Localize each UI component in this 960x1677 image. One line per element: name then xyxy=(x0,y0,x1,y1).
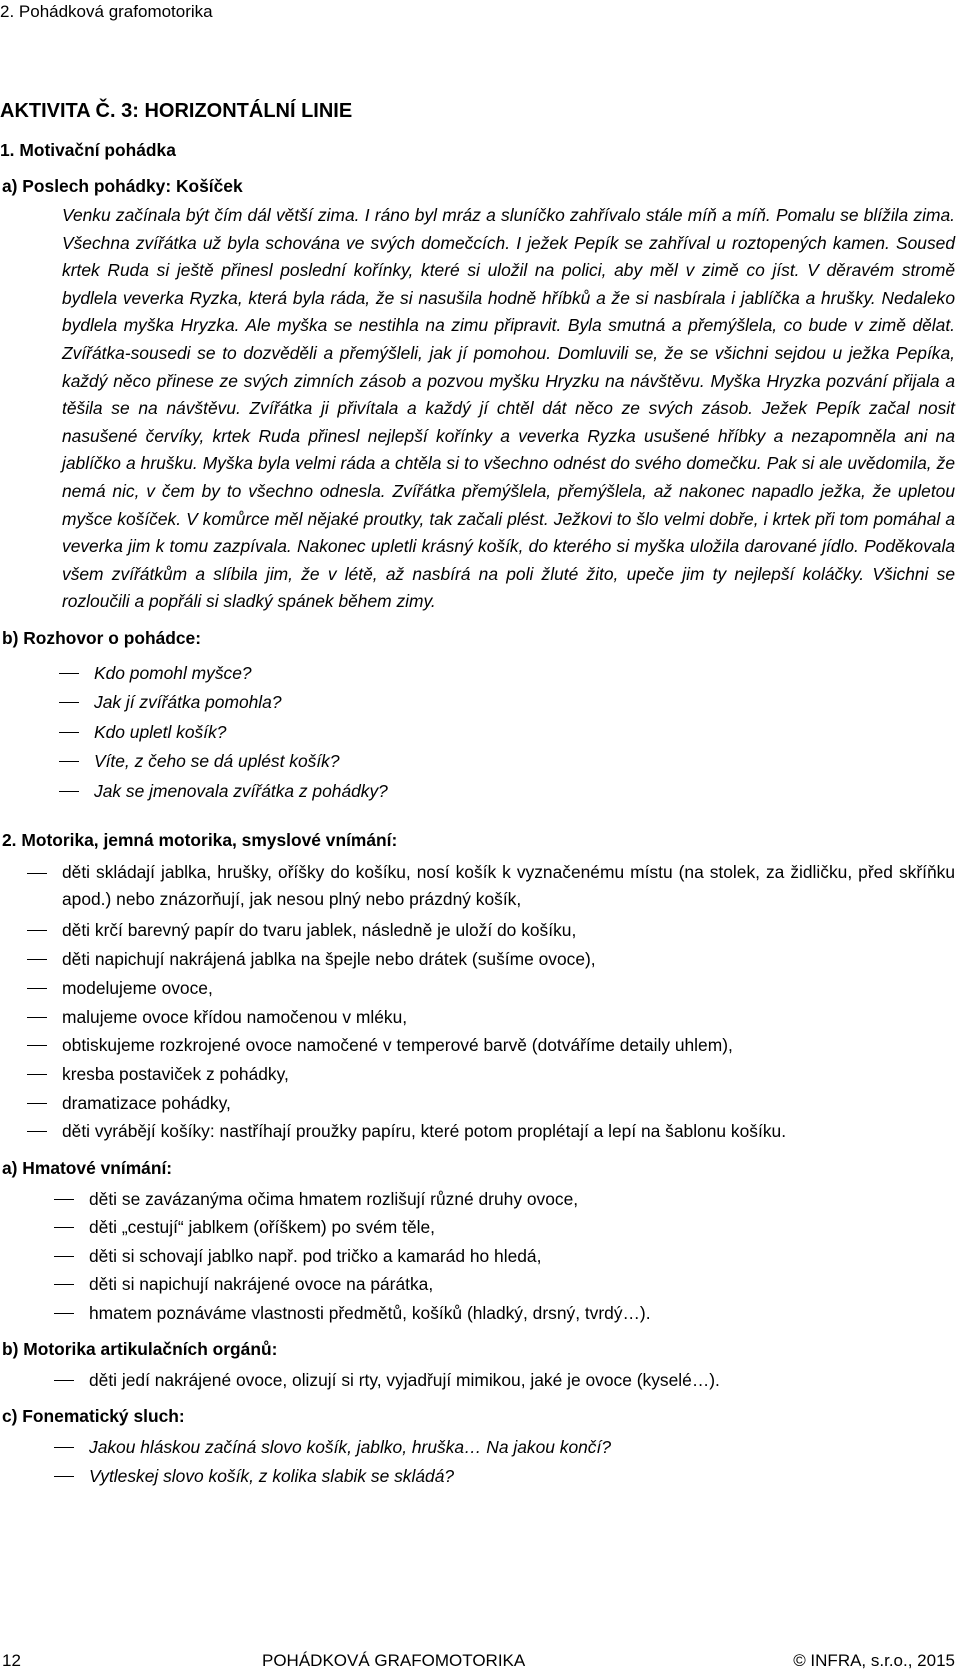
conversation-heading: b) Rozhovor o pohádce: xyxy=(2,627,202,648)
list-item: Jak se jmenovala zvířátka z pohádky? xyxy=(94,777,960,807)
story-heading: a) Poslech pohádky: Košíček xyxy=(2,176,243,196)
list-item: modelujeme ovoce, xyxy=(62,974,955,1003)
list-item: děti vyrábějí košíky: nastříhají proužky papíru, které potom proplétají a lepí na šablonu košíku. xyxy=(62,1117,955,1146)
articulation-list xyxy=(89,1366,960,1394)
list-item: děti se zavázanýma očima hmatem rozlišují různé druhy ovoce, xyxy=(89,1185,960,1213)
copyright: © INFRA, s.r.o., 2015 xyxy=(793,1651,955,1670)
list-item: Jakou hláskou začíná slovo košík, jablko, hruška… Na jakou končí? xyxy=(89,1433,960,1461)
touch-heading: a) Hmatové vnímání: xyxy=(2,1158,173,1179)
list-item: děti jedí nakrájené ovoce, olizují si rty, vyjadřují mimikou, jaké je ovoce (kyselé…). xyxy=(89,1366,960,1394)
page-number: 12 xyxy=(2,1651,21,1670)
articulation-heading: b) Motorika artikulačních orgánů: xyxy=(2,1339,278,1360)
list-item: děti si schovají jablko např. pod tričko a kamarád ho hledá, xyxy=(89,1242,960,1270)
book-title: POHÁDKOVÁ GRAFOMOTORIKA xyxy=(262,1651,526,1670)
activity-title: AKTIVITA Č. 3: HORIZONTÁLNÍ LINIE xyxy=(0,100,353,122)
section-2-title: 2. Motorika, jemná motorika, smyslové vnímání: xyxy=(2,830,398,851)
touch-list xyxy=(89,1185,960,1327)
list-item: Kdo upletl košík? xyxy=(94,718,960,748)
question-list xyxy=(94,659,960,807)
list-item: malujeme ovoce křídou namočenou v mléku, xyxy=(62,1003,955,1032)
page-content xyxy=(0,100,960,1490)
section-1-title: 1. Motivační pohádka xyxy=(0,140,176,160)
list-item: hmatem poznáváme vlastnosti předmětů, košíků (hladký, drsný, tvrdý…). xyxy=(89,1299,960,1327)
phonemic-list xyxy=(89,1433,960,1490)
list-item: Vytleskej slovo košík, z kolika slabik se skládá? xyxy=(89,1462,960,1490)
list-item: děti si napichují nakrájené ovoce na párátka, xyxy=(89,1270,960,1298)
list-item: děti „cestují“ jablkem (oříškem) po svém těle, xyxy=(89,1213,960,1241)
activity-list xyxy=(62,859,955,1146)
list-item: Víte, z čeho se dá uplést košík? xyxy=(94,747,960,777)
list-item: Kdo pomohl myšce? xyxy=(94,659,960,689)
story-text: Venku začínala být čím dál větší zima. I ráno byl mráz a sluníčko zahřívalo stále míň a míň. Pomalu se blížila zima. Všechna zvířátka už byla schována ve svých domečcích. I ježek Pepík se zahříval u roztopených kamen. Soused krtek Ruda si ještě přinesl poslední kořínky, které si uložil na polici, aby měl v zimě co jíst. V děravém stromě bydlela veverka Ryzka, která byla ráda, že si nasušila hodně hříbků a že si nasbírala i jablíčka a hrušky. Nedaleko bydlela myška Hryzka. Ale myška se nestihla na zimu připravit. Byla smutná a přemýšlela, co bude v zimě dělat. Zvířátka-sousedi se to dozvěděli a přemýšleli, jak jí pomohou. Domluvili se, že se všichni sejdou u ježka Pepíka, každý něco přinese ze svých zimních zásob a pozvou myšku Hryzku na návštěvu. Myška Hryzka pozvání přijala a těšila se na návštěvu. Zvířátka ji přivítala a každý jí chtěl dát něco ze svých zásob. Ježek Pepík začal nosit nasušené červíky, krtek Ruda přinesl nejlepší kořínky a veverka Ryzka usušené hříbky a nezapomněla ani na jablíčko a hrušku. Myška byla velmi ráda a chtěla si to všechno odnést do svého domečku. Pak si ale uvědomila, že nemá nic, v čem by to všechno odnesla. Zvířátka přemýšlela, přemýšlela, až nakonec napadlo ježka, že upletou myšce košíček. V komůrce měl nějaké proutky, tak začali plést. Ježkovi to šlo velmi dobře, i krtek při tom pomáhal a veverka jim k tomu zazpívala. Nakonec upletli krásný košík, do kterého si myška uložila darované jídlo. Poděkovala všem zvířátkům a slíbila jim, že v létě, až nasbírá na poli žluté žito, upeče jim ty nejlepší koláčky. Všichni se rozloučili a popřáli si sladký spánek během zimy. xyxy=(62,205,955,612)
list-item: obtiskujeme rozkrojené ovoce namočené v temperové barvě (dotváříme detaily uhlem), xyxy=(62,1031,955,1060)
list-item: dramatizace pohádky, xyxy=(62,1089,955,1118)
list-item: kresba postaviček z pohádky, xyxy=(62,1060,955,1089)
list-item: děti krčí barevný papír do tvaru jablek, následně je uloží do košíku, xyxy=(62,916,955,945)
list-item: děti skládají jablka, hrušky, oříšky do košíku, nosí košík k vyznačenému místu (na stolek, za židličku, před skříňku apod.) nebo znázorňují, jak nesou plný nebo prázdný košík, xyxy=(62,859,955,913)
list-item: Jak jí zvířátka pomohla? xyxy=(94,688,960,718)
phonemic-heading: c) Fonematický sluch: xyxy=(2,1406,185,1427)
running-header: 2. Pohádková grafomotorika xyxy=(0,2,213,21)
list-item: děti napichují nakrájená jablka na špejle nebo drátek (sušíme ovoce), xyxy=(62,945,955,974)
